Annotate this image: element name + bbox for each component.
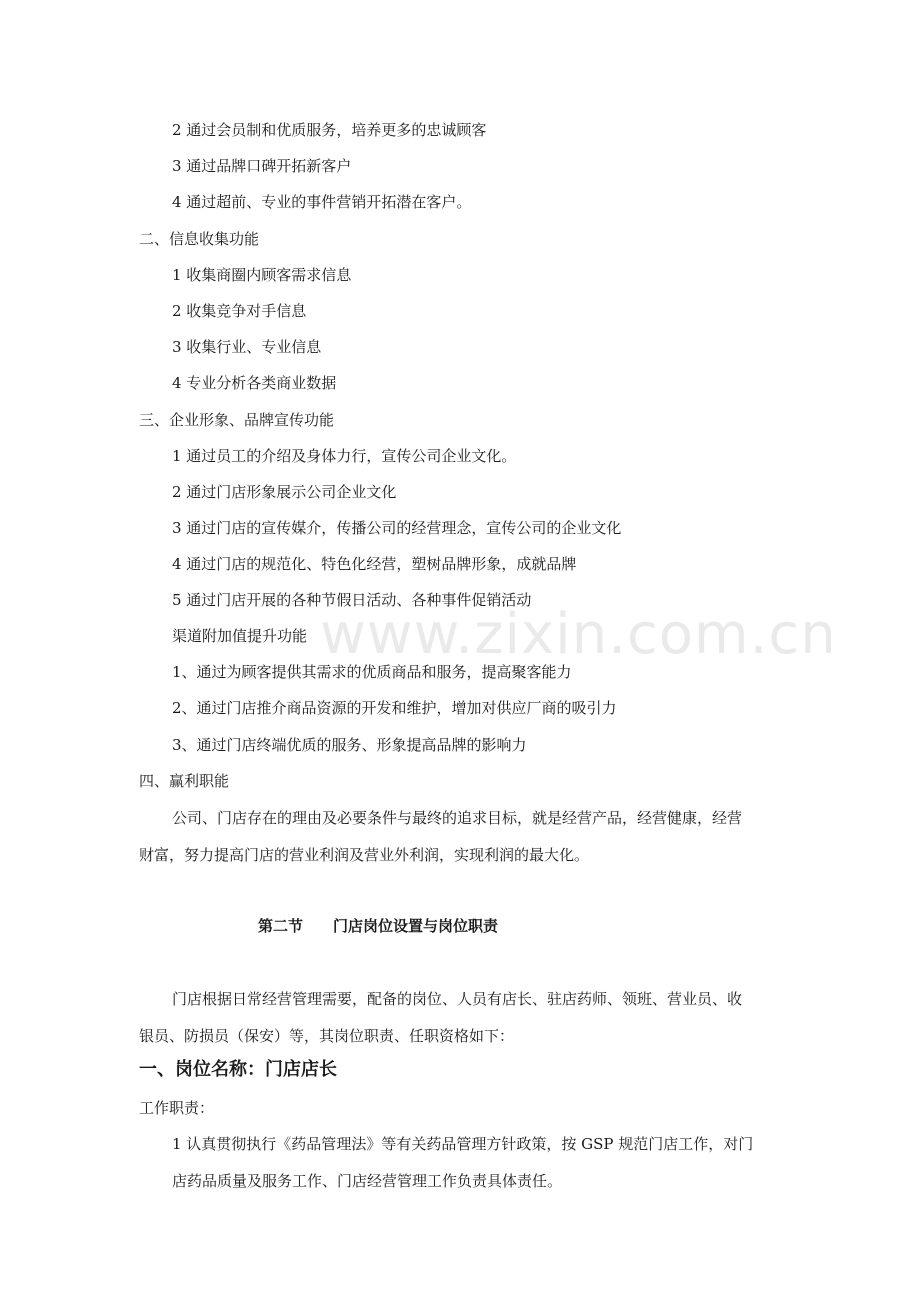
- list-item: 1 通过员工的介绍及身体力行，宣传公司企业文化。: [172, 447, 517, 465]
- subsection-heading: 渠道附加值提升功能: [172, 627, 308, 645]
- paragraph-line: 银员、防损员（保安）等，其岗位职责、任职资格如下：: [139, 1027, 515, 1045]
- list-item: 2 通过门店形象展示公司企业文化: [172, 483, 397, 501]
- list-item: 3 收集行业、专业信息: [172, 338, 322, 356]
- list-item: 5 通过门店开展的各种节假日活动、各种事件促销活动: [172, 591, 532, 609]
- subsection-heading: 二、信息收集功能: [139, 230, 260, 248]
- duty-item: 店药品质量及服务工作、门店经营管理工作负责具体责任。: [172, 1172, 563, 1190]
- section-title: 门店岗位设置与岗位职责: [333, 917, 499, 935]
- paragraph-line: 公司、门店存在的理由及必要条件与最终的追求目标，就是经营产品，经营健康，经营: [172, 809, 743, 827]
- list-item: 2、通过门店推介商品资源的开发和维护，增加对供应厂商的吸引力: [172, 699, 617, 717]
- list-item: 1 收集商圈内顾客需求信息: [172, 266, 352, 284]
- list-item: 3 通过品牌口碑开拓新客户: [172, 157, 352, 175]
- list-item: 2 通过会员制和优质服务，培养更多的忠诚顾客: [172, 121, 487, 139]
- list-item: 3 通过门店的宣传媒介，传播公司的经营理念，宣传公司的企业文化: [172, 519, 622, 537]
- list-item: 4 通过超前、专业的事件营销开拓潜在客户。: [172, 193, 472, 211]
- list-item: 4 专业分析各类商业数据: [172, 374, 337, 392]
- heading-position-name: 一、岗位名称：门店店长: [139, 1059, 337, 1080]
- list-item: 4 通过门店的规范化、特色化经营，塑树品牌形象，成就品牌: [172, 555, 577, 573]
- watermark: www.zixin.com.cn: [320, 602, 837, 667]
- paragraph-line: 门店根据日常经营管理需要，配备的岗位、人员有店长、驻店药师、领班、营业员、收: [172, 990, 743, 1008]
- subsection-heading: 四、赢利职能: [139, 772, 230, 790]
- duty-item: 1 认真贯彻执行《药品管理法》等有关药品管理方针政策，按 GSP 规范门店工作，对门: [172, 1135, 754, 1153]
- list-item: 3、通过门店终端优质的服务、形象提高品牌的影响力: [172, 736, 527, 754]
- duties-label: 工作职责：: [139, 1099, 215, 1117]
- list-item: 1、通过为顾客提供其需求的优质商品和服务，提高聚客能力: [172, 663, 572, 681]
- subsection-heading: 三、企业形象、品牌宣传功能: [139, 411, 335, 429]
- list-item: 2 收集竞争对手信息: [172, 302, 307, 320]
- section-number: 第二节: [258, 917, 304, 935]
- paragraph-line: 财富，努力提高门店的营业利润及营业外利润，实现利润的最大化。: [139, 846, 590, 864]
